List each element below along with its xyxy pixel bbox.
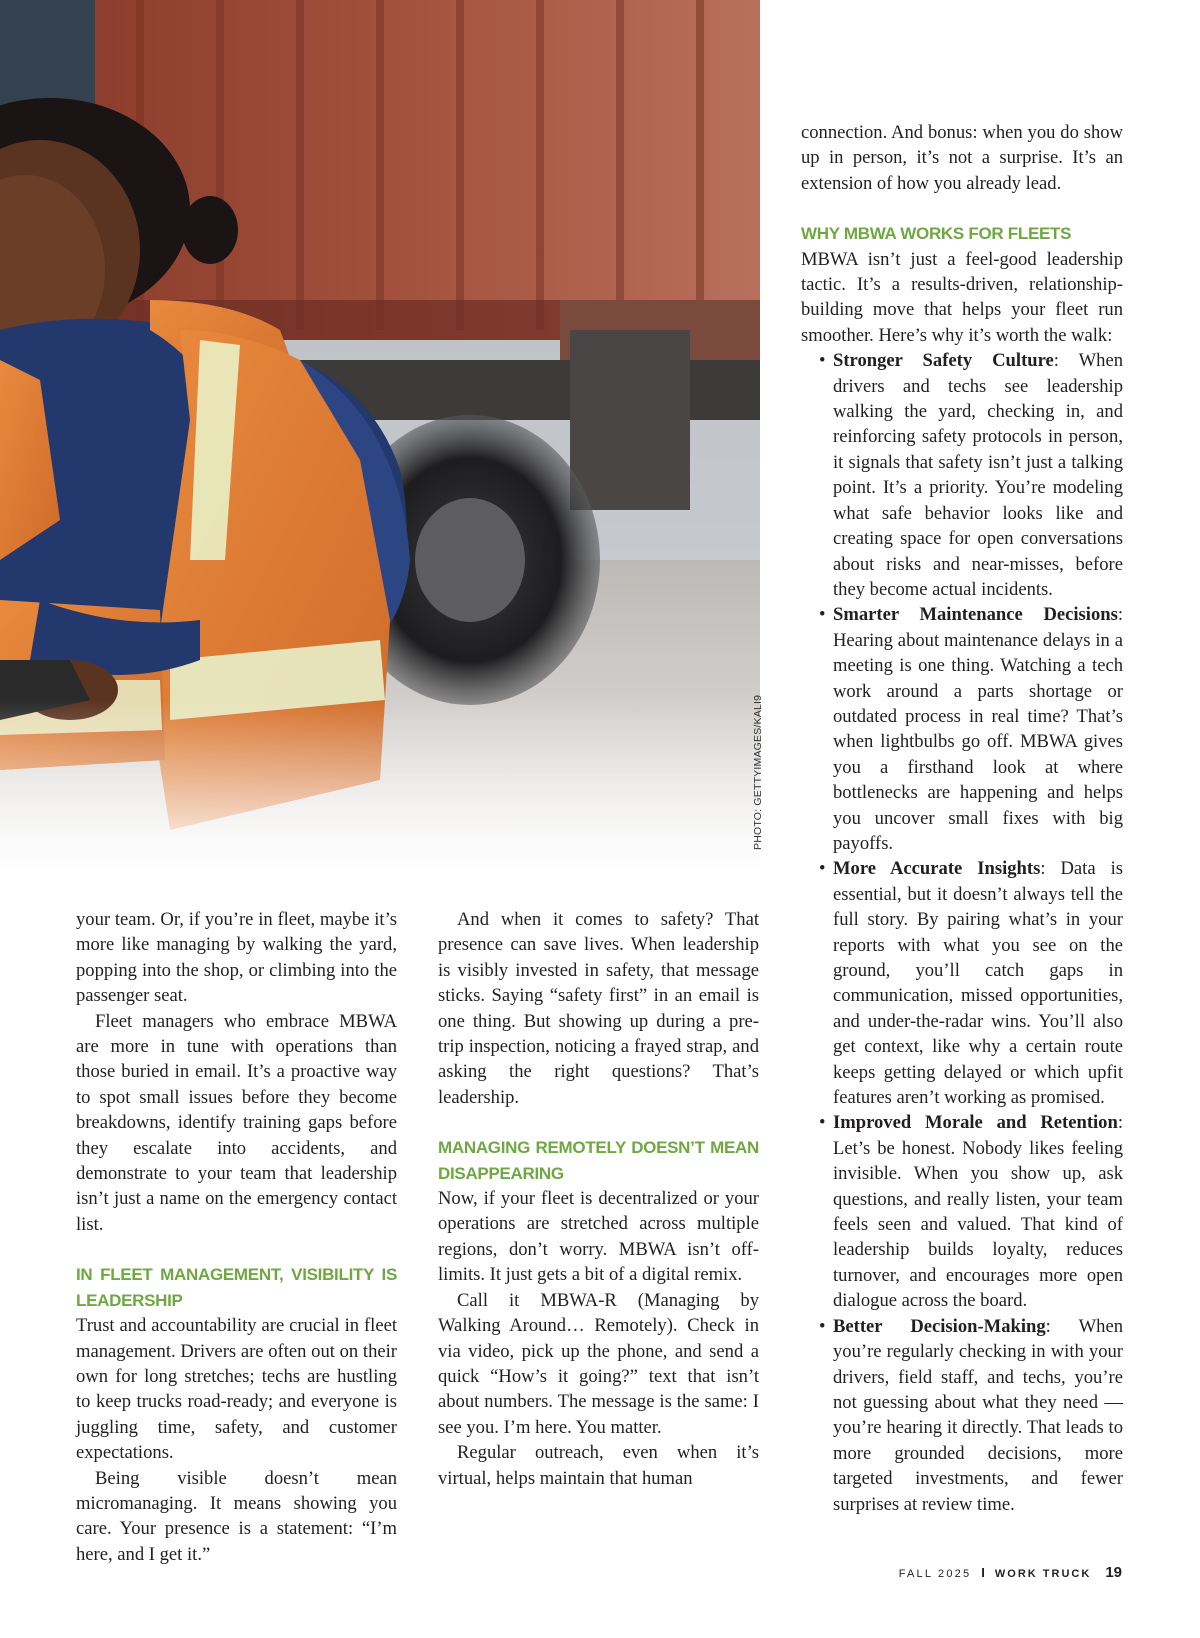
column-2 <box>438 907 759 1491</box>
paragraph: your team. Or, if you’re in fleet, maybe it’s more like managing by walking the yard, popping into the shop, or climbing into the passenger seat. <box>76 909 397 1007</box>
page-number: 19 <box>1105 1564 1122 1581</box>
magazine-name: WORK TRUCK <box>994 1568 1092 1580</box>
paragraph: MBWA isn’t just a feel-good leadership tactic. It’s a results-driven, relationship-building move that helps your fleet run smoother. Here’s why it’s worth the walk: <box>801 248 1123 346</box>
list-item-text: : Let’s be honest. Nobody likes feeling invisible. When you show up, ask questions, and really listen, your team feels seen and valued. That kind of leadership builds loyalty, reduces turnover, and encourages more open dialogue across the board. <box>833 1112 1123 1312</box>
paragraph: Call it MBWA-R (Managing by Walking Around… Remotely). Check in via video, pick up the phone, and send a quick “How’s it going?” text that isn’t about numbers. The message is the same: I see you. I’m here. You matter. <box>438 1289 759 1438</box>
paragraph: Being visible doesn’t mean micromanaging. It means showing you care. Your presence is a statement: “I’m here, and I get it.” <box>76 1467 397 1565</box>
photo-illustration <box>0 0 760 872</box>
list-item <box>833 348 1123 602</box>
paragraph: Now, if your fleet is decentralized or your operations are stretched across multiple regions, don’t worry. MBWA isn’t off-limits. It just gets a bit of a digital remix. <box>438 1188 759 1286</box>
paragraph: Regular outreach, even when it’s virtual, helps maintain that human <box>438 1442 759 1489</box>
paragraph: Trust and accountability are crucial in fleet management. Drivers are often out on their own for long stretches; techs are hustling to keep trucks road-ready; and everyone is juggling time, safety, and customer expectations. <box>76 1315 397 1464</box>
list-item <box>833 1314 1123 1517</box>
section-heading: IN FLEET MANAGEMENT, VISIBILITY IS LEADERSHIP <box>76 1265 397 1310</box>
list-item-text: : When drivers and techs see leadership walking the yard, checking in, and reinforcing safety protocols in person, it signals that safety isn’t just a talking point. It’s a priority. You’re modeling what safe behavior looks like and creating space for open conversations about risks and near-misses, before they become actual incidents. <box>833 350 1124 600</box>
list-item-term: Smarter Maintenance Decisions <box>833 604 1118 626</box>
issue-label: FALL 2025 <box>898 1568 972 1580</box>
paragraph: Fleet managers who embrace MBWA are more in tune with operations than those buried in email. It’s a proactive way to spot small issues before they become breakdowns, identify training gaps before they escalate into accidents, and demonstrate to your team that leadership isn’t just a name on the emergency contact list. <box>76 1010 397 1235</box>
list-item-term: More Accurate Insights <box>833 858 1041 880</box>
paragraph: And when it comes to safety? That presence can save lives. When leadership is visibly invested in safety, that message sticks. Saying “safety first” in an email is one thing. But showing up during a pre-trip inspection, noticing a frayed strap, and asking the right questions? That’s leadership. <box>438 909 759 1108</box>
benefits-list <box>801 348 1123 1517</box>
list-item-text: : Hearing about maintenance delays in a meeting is one thing. Watching a tech work around a parts shortage or outdated process in real time? That’s when lightbulbs go off. MBWA gives you a firsthand look at where bottlenecks are happening and helps you uncover small fixes with big payoffs. <box>833 604 1123 854</box>
list-item-text: : Data is essential, but it doesn’t always tell the full story. By pairing what’s in your reports with what you see on the ground, you’ll catch gaps in communication, missed opportunities, and under-the-radar wins. You’ll also get context, like why a certain route keeps getting delayed or which upfit features aren’t working as promised. <box>833 858 1123 1109</box>
list-item <box>833 856 1123 1110</box>
list-item <box>833 1110 1123 1313</box>
article-photo <box>0 0 760 872</box>
photo-credit: PHOTO: GETTYIMAGES/KALI9 <box>752 694 764 850</box>
column-1 <box>76 907 397 1567</box>
list-item-term: Improved Morale and Retention <box>833 1112 1118 1134</box>
list-item <box>833 602 1123 856</box>
column-3 <box>801 120 1123 1517</box>
folio-separator: I <box>981 1565 985 1580</box>
page-footer <box>899 1564 1122 1581</box>
list-item-term: Better Decision-Making <box>833 1315 1046 1337</box>
list-item-term: Stronger Safety Culture <box>833 350 1054 372</box>
section-heading: MANAGING REMOTELY DOESN’T MEAN DISAPPEARING <box>438 1138 759 1183</box>
list-item-text: : When you’re regularly checking in with your drivers, field staff, and techs, you’re not guessing about what they need — you’re hearing it directly. That leads to more grounded decisions, more targeted investments, and fewer surprises at review time. <box>833 1315 1123 1515</box>
section-heading: WHY MBWA WORKS FOR FLEETS <box>801 224 1072 244</box>
paragraph: connection. And bonus: when you do show up in person, it’s not a surprise. It’s an extension of how you already lead. <box>801 122 1123 194</box>
